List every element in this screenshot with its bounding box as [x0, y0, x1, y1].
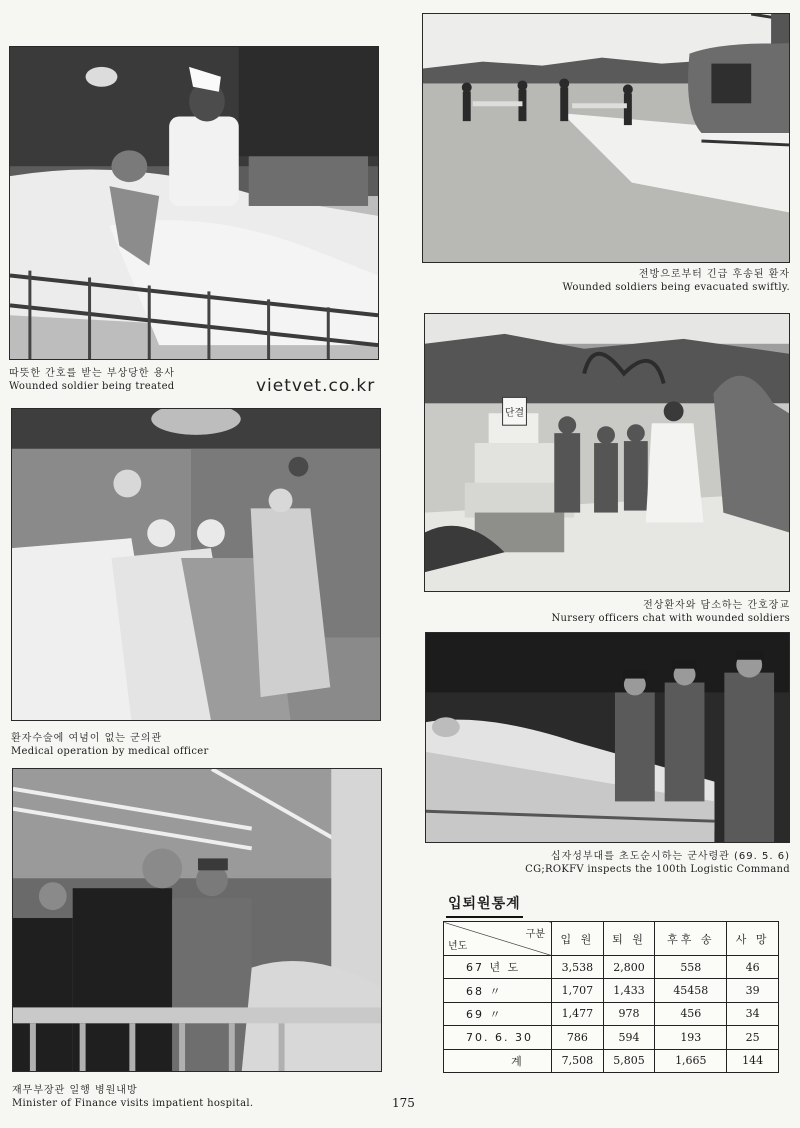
photo-minister-visit — [12, 768, 382, 1072]
caption-surgery — [11, 732, 311, 758]
table-corner-header — [444, 922, 552, 956]
watermark: vietvet.co.kr — [256, 376, 376, 396]
cell-discharged: 978 — [603, 1002, 655, 1025]
photo-helicopter-evacuation — [422, 13, 790, 263]
row-year: 67 년 도 — [444, 956, 552, 979]
caption-inspection — [470, 850, 790, 876]
caption-korean: 재무부장관 일행 병원내방 — [12, 1085, 138, 1096]
monument-sign: 단결 — [504, 407, 525, 419]
cell-evacuated: 193 — [655, 1026, 727, 1049]
cell-admitted: 1,477 — [552, 1002, 604, 1025]
admission-discharge-table — [443, 921, 779, 1073]
caption-english: Minister of Finance visits impatient hospital. — [12, 1098, 254, 1109]
caption-english: Wounded soldier being treated — [9, 381, 175, 392]
cell-admitted: 1,707 — [552, 979, 604, 1002]
cell-evacuated: 558 — [655, 956, 727, 979]
cell-deaths: 46 — [727, 956, 779, 979]
column-header: 후후 송 — [655, 922, 727, 956]
table-row-total — [444, 1049, 779, 1072]
cell-discharged: 2,800 — [603, 956, 655, 979]
cell-evacuated: 456 — [655, 1002, 727, 1025]
page-number: 175 — [392, 1096, 415, 1110]
table-row — [444, 979, 779, 1002]
caption-english: Medical operation by medical officer — [11, 746, 209, 757]
table-row — [444, 1002, 779, 1025]
photo-surgery — [11, 408, 381, 721]
row-year: 69 〃 — [444, 1002, 552, 1025]
column-header: 입 원 — [552, 922, 604, 956]
cell-admitted: 3,538 — [552, 956, 604, 979]
caption-english: Nursery officers chat with wounded soldiers — [551, 613, 790, 624]
corner-bottom-label: 년도 — [448, 941, 468, 952]
caption-korean: 전방으로부터 긴급 후송된 환자 — [638, 269, 790, 280]
cell-deaths: 34 — [727, 1002, 779, 1025]
corner-top-label: 구분 — [525, 929, 545, 940]
cell-discharged: 594 — [603, 1026, 655, 1049]
cell-evacuated: 1,665 — [655, 1049, 727, 1072]
caption-korean: 십자성부대를 초도순시하는 군사령관 (69. 5. 6) — [550, 851, 790, 862]
row-year: 70. 6. 30 — [444, 1026, 552, 1049]
cell-discharged: 5,805 — [603, 1049, 655, 1072]
cell-admitted: 7,508 — [552, 1049, 604, 1072]
photo-cg-inspection — [425, 632, 790, 843]
row-year: 68 〃 — [444, 979, 552, 1002]
column-header: 퇴 원 — [603, 922, 655, 956]
caption-korean: 전상환자와 담소하는 간호장교 — [643, 600, 790, 611]
cell-deaths: 39 — [727, 979, 779, 1002]
table-row — [444, 956, 779, 979]
caption-english: CG;ROKFV inspects the 100th Logistic Command — [525, 864, 790, 875]
photo-nurses-chat — [424, 313, 790, 592]
cell-admitted: 786 — [552, 1026, 604, 1049]
caption-english: Wounded soldiers being evacuated swiftly. — [562, 282, 790, 293]
caption-minister — [12, 1084, 332, 1110]
caption-nurses-chat — [470, 599, 790, 625]
column-header: 사 망 — [727, 922, 779, 956]
table-row — [444, 1026, 779, 1049]
photo-nurse-treating-soldier — [9, 46, 379, 360]
row-year: 계 — [444, 1049, 552, 1072]
table-title: 입퇴원통계 — [446, 893, 523, 918]
caption-korean: 환자수술에 여념이 없는 군의관 — [11, 733, 163, 744]
caption-helicopter — [500, 268, 790, 294]
cell-deaths: 25 — [727, 1026, 779, 1049]
cell-deaths: 144 — [727, 1049, 779, 1072]
cell-evacuated: 45458 — [655, 979, 727, 1002]
caption-korean: 따뜻한 간호를 받는 부상당한 용사 — [9, 368, 175, 379]
cell-discharged: 1,433 — [603, 979, 655, 1002]
